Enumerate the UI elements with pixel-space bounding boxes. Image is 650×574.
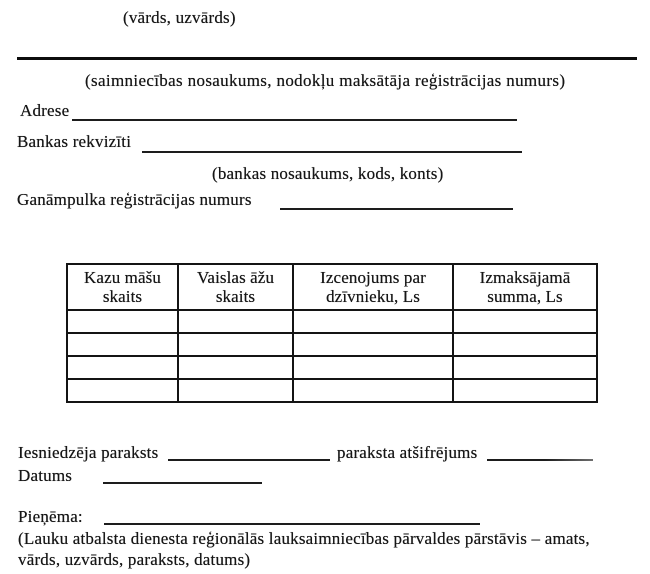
table-row [67, 310, 597, 333]
table-header-cell: Kazu māšu skaits [67, 264, 178, 310]
table-cell [67, 333, 178, 356]
address-fill-line [72, 119, 517, 121]
signature-label: Iesniedzēja paraksts [18, 443, 159, 462]
bank-caption: (bankas nosaukums, kods, konts) [212, 164, 444, 183]
table-cell [453, 379, 597, 402]
table-header-row [67, 264, 597, 310]
payment-table [66, 263, 598, 403]
herd-label: Ganāmpulka reģistrācijas numurs [17, 190, 252, 209]
received-caption-line1: (Lauku atbalsta dienesta reģionālās lauksaimniecības pārvaldes pārstāvis – amats, [18, 529, 590, 548]
date-fill-line [103, 482, 262, 484]
table-cell [453, 310, 597, 333]
table-cell [178, 356, 293, 379]
table-cell [293, 310, 453, 333]
table-cell [67, 310, 178, 333]
date-label: Datums [18, 466, 73, 485]
table-cell [293, 379, 453, 402]
transcript-fill-line [487, 459, 593, 461]
bank-label: Bankas rekvizīti [17, 132, 132, 151]
table-cell [293, 356, 453, 379]
table-cell [178, 333, 293, 356]
table-header-cell: Izmaksājamā summa, Ls [453, 264, 597, 310]
table-row [67, 333, 597, 356]
address-label: Adrese [20, 101, 70, 120]
table-cell [293, 333, 453, 356]
table-cell [178, 310, 293, 333]
received-caption-line2: vārds, uzvārds, paraksts, datums) [18, 550, 251, 569]
table-header-cell: Vaislas āžu skaits [178, 264, 293, 310]
table-cell [453, 333, 597, 356]
farm-caption: (saimniecības nosaukums, nodokļu maksātāja reģistrācijas numurs) [85, 71, 566, 90]
signature-fill-line [168, 459, 330, 461]
table-row [67, 356, 597, 379]
table-header-cell: Izcenojums par dzīvnieku, Ls [293, 264, 453, 310]
name-caption: (vārds, uzvārds) [123, 8, 236, 27]
bank-fill-line [142, 151, 522, 153]
transcript-label: paraksta atšifrējums [337, 443, 478, 462]
table-row [67, 379, 597, 402]
herd-fill-line [280, 208, 513, 210]
table-cell [178, 379, 293, 402]
top-rule [17, 57, 637, 60]
received-label: Pieņēma: [18, 507, 83, 526]
table-cell [67, 356, 178, 379]
table-cell [453, 356, 597, 379]
table-cell [67, 379, 178, 402]
received-fill-line [104, 523, 480, 525]
